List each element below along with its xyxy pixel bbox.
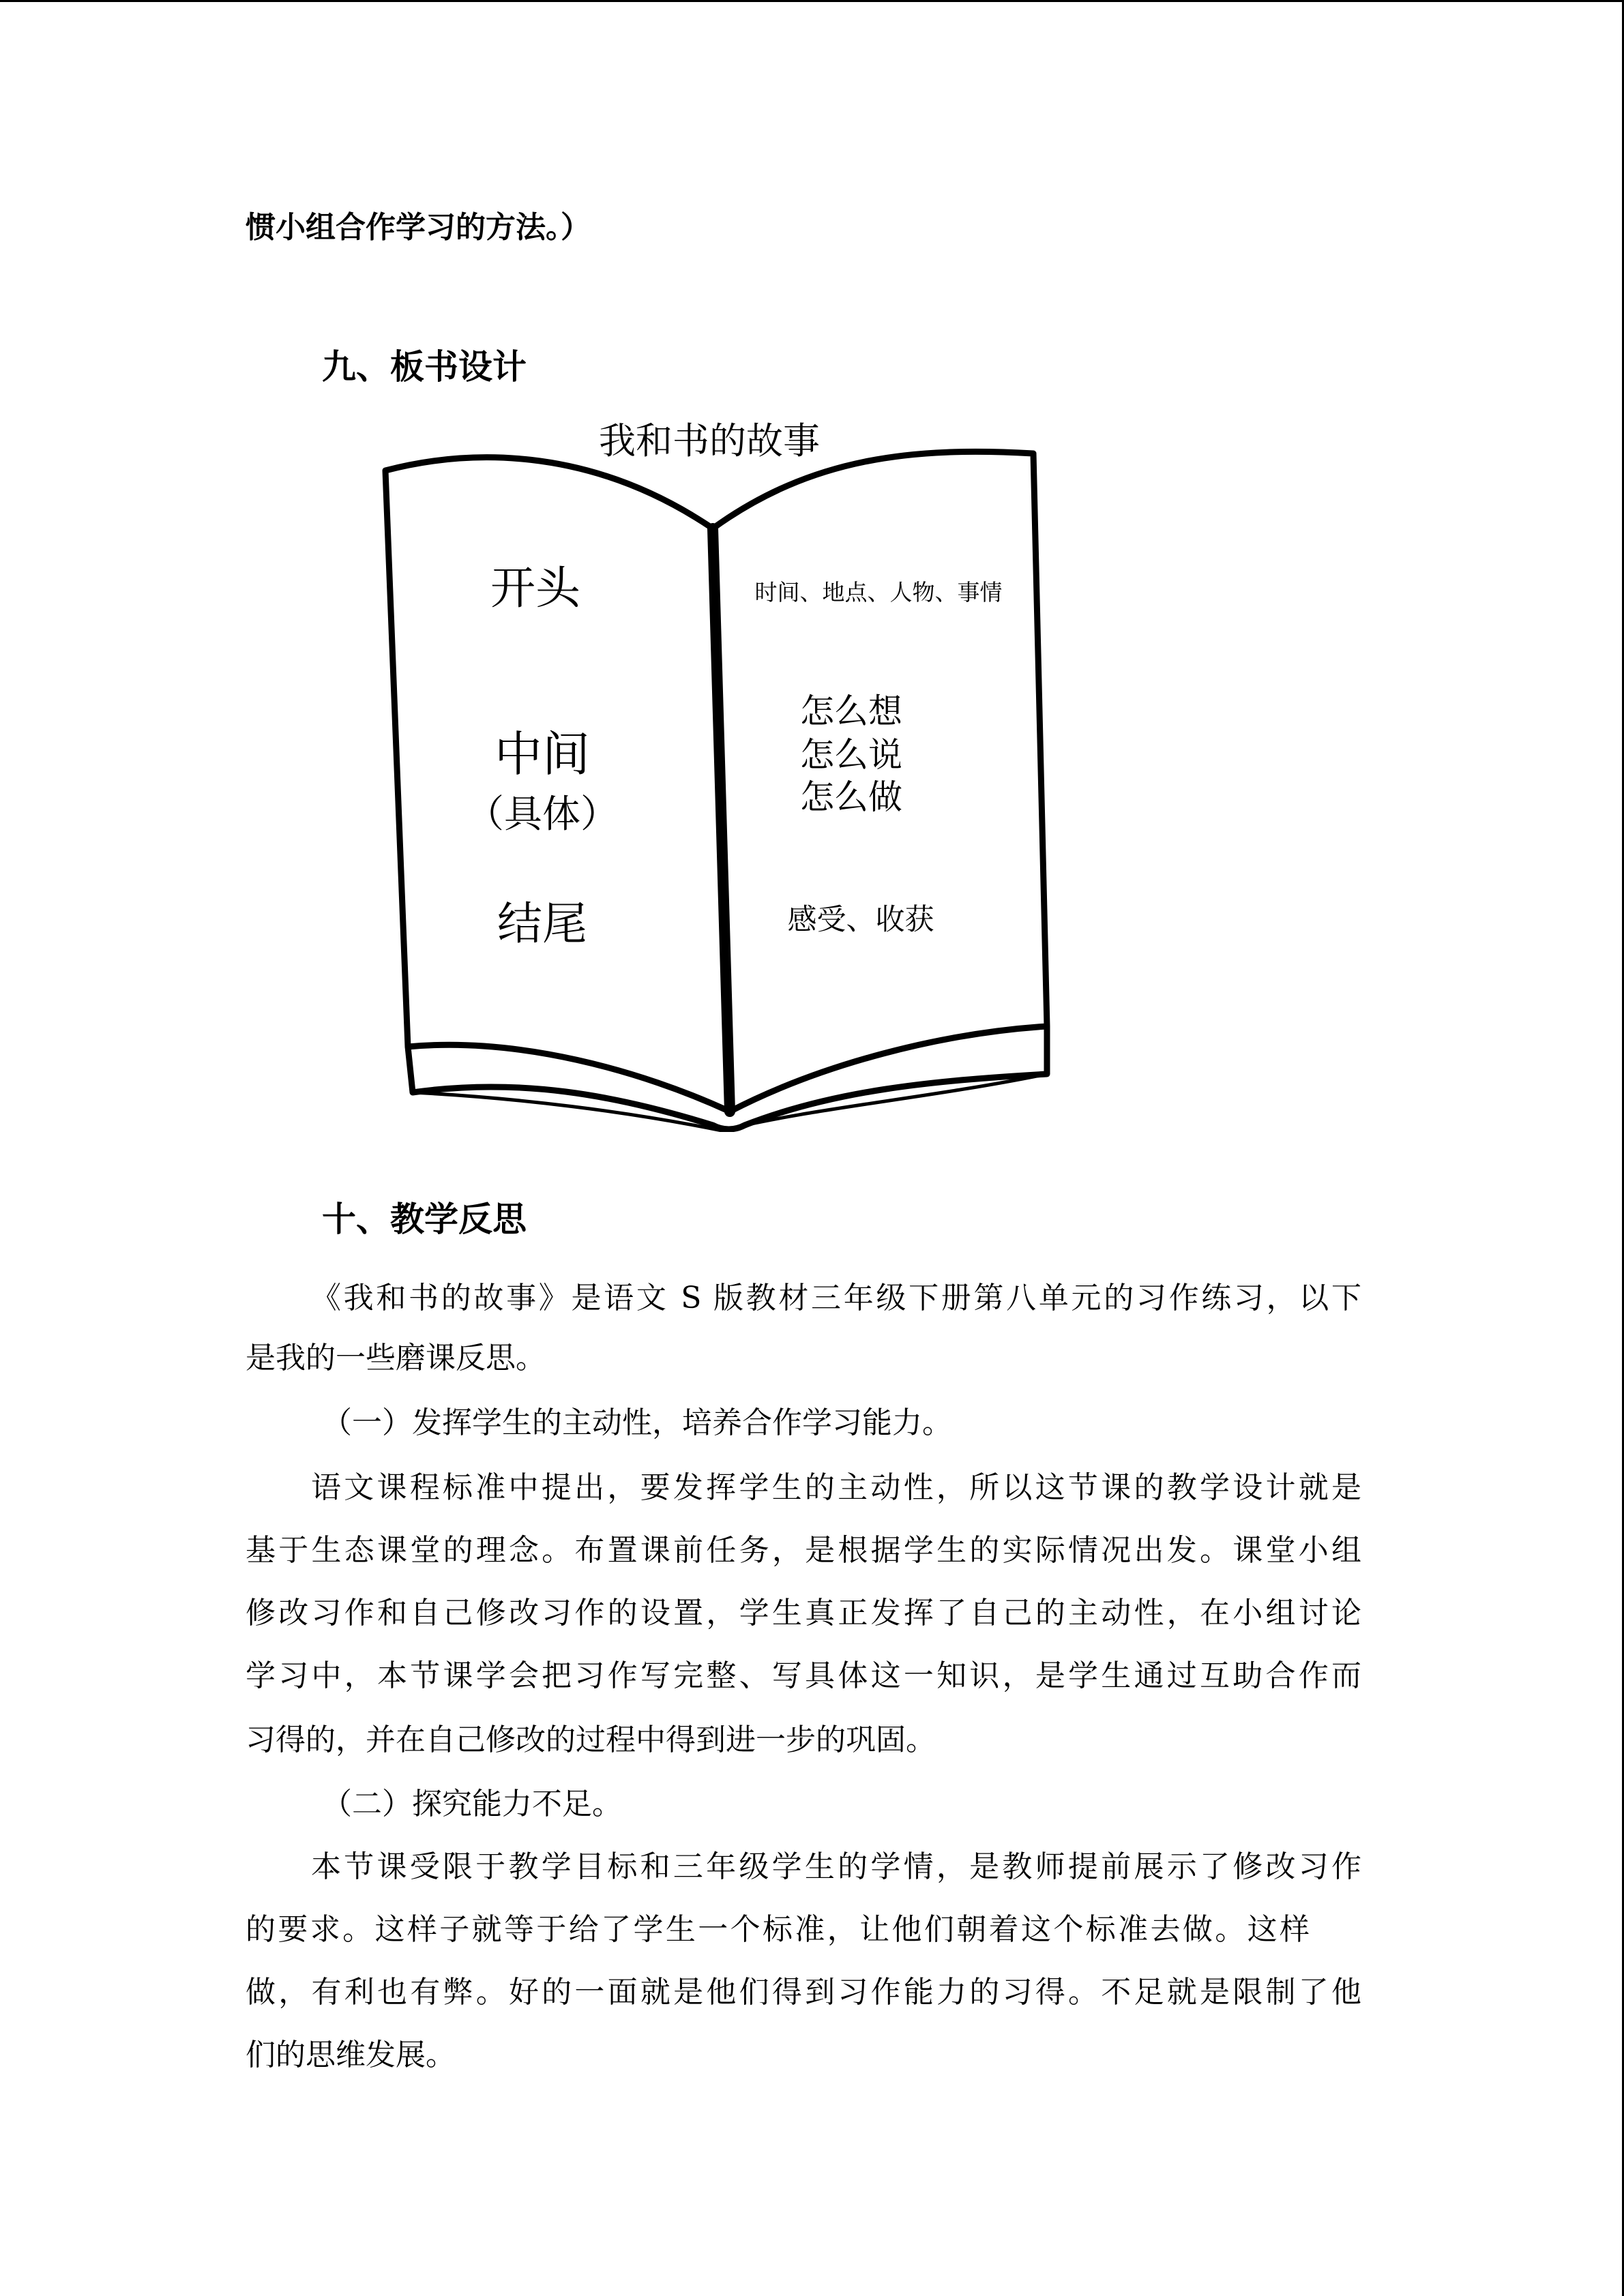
reflection-point-2-line: 的要求。这样子就等于给了学生一个标准，让他们朝着这个标准去做。这样 — [246, 1912, 1310, 1947]
continuation-line: 惯小组合作学习的方法。） — [246, 210, 591, 245]
reflection-point-1-heading: （一）发挥学生的主动性，培养合作学习能力。 — [322, 1405, 952, 1440]
reflection-point-2-line: 做，有利也有弊。好的一面就是他们得到习作能力的习得。不足就是限制了他 — [246, 1975, 1361, 2010]
reflection-point-2-line: 们的思维发展。 — [246, 2038, 456, 2072]
reflection-point-1-line: 习得的，并在自己修改的过程中得到进一步的巩固。 — [246, 1723, 936, 1757]
reflection-point-1-line: 基于生态课堂的理念。布置课前任务，是根据学生的实际情况出发。课堂小组 — [246, 1533, 1361, 1568]
left-page-ending: 结尾 — [497, 897, 587, 950]
book-outline-left-page — [385, 458, 730, 1112]
section-10-heading: 十、教学反思 — [322, 1199, 527, 1239]
left-page-middle-note: （具体） — [466, 792, 619, 837]
reflection-intro-line-1: 《我和书的故事》是语文 S 版教材三年级下册第八单元的习作练习，以下 — [311, 1281, 1361, 1315]
book-spine — [713, 528, 730, 1112]
right-page-middle-line-1: 怎么想 — [800, 691, 902, 731]
reflection-intro-line-2: 是我的一些磨课反思。 — [246, 1341, 546, 1375]
reflection-point-1-line: 语文课程标准中提出，要发挥学生的主动性，所以这节课的教学设计就是 — [311, 1470, 1361, 1505]
right-page-ending-detail: 感受、收获 — [787, 903, 934, 937]
section-9-heading: 九、板书设计 — [322, 347, 527, 387]
reflection-point-1-line: 修改习作和自己修改习作的设置，学生真正发挥了自己的主动性，在小组讨论 — [246, 1596, 1361, 1630]
left-page-beginning: 开头 — [490, 562, 580, 614]
reflection-point-2-heading: （二）探究能力不足。 — [322, 1787, 622, 1821]
page-top-border — [0, 0, 1624, 2]
right-page-middle-line-3: 怎么做 — [800, 777, 902, 817]
right-page-middle-line-2: 怎么说 — [800, 735, 902, 775]
left-page-middle: 中间 — [494, 726, 590, 782]
board-title: 我和书的故事 — [599, 419, 820, 462]
right-page-beginning-detail: 时间、地点、人物、事情 — [754, 579, 1003, 606]
reflection-point-1-line: 学习中，本节课学会把习作写完整、写具体这一知识，是学生通过互助合作而 — [246, 1658, 1361, 1693]
board-design-book-diagram — [368, 409, 1071, 1132]
reflection-point-2-line: 本节课受限于教学目标和三年级学生的学情，是教师提前展示了修改习作 — [311, 1849, 1361, 1884]
